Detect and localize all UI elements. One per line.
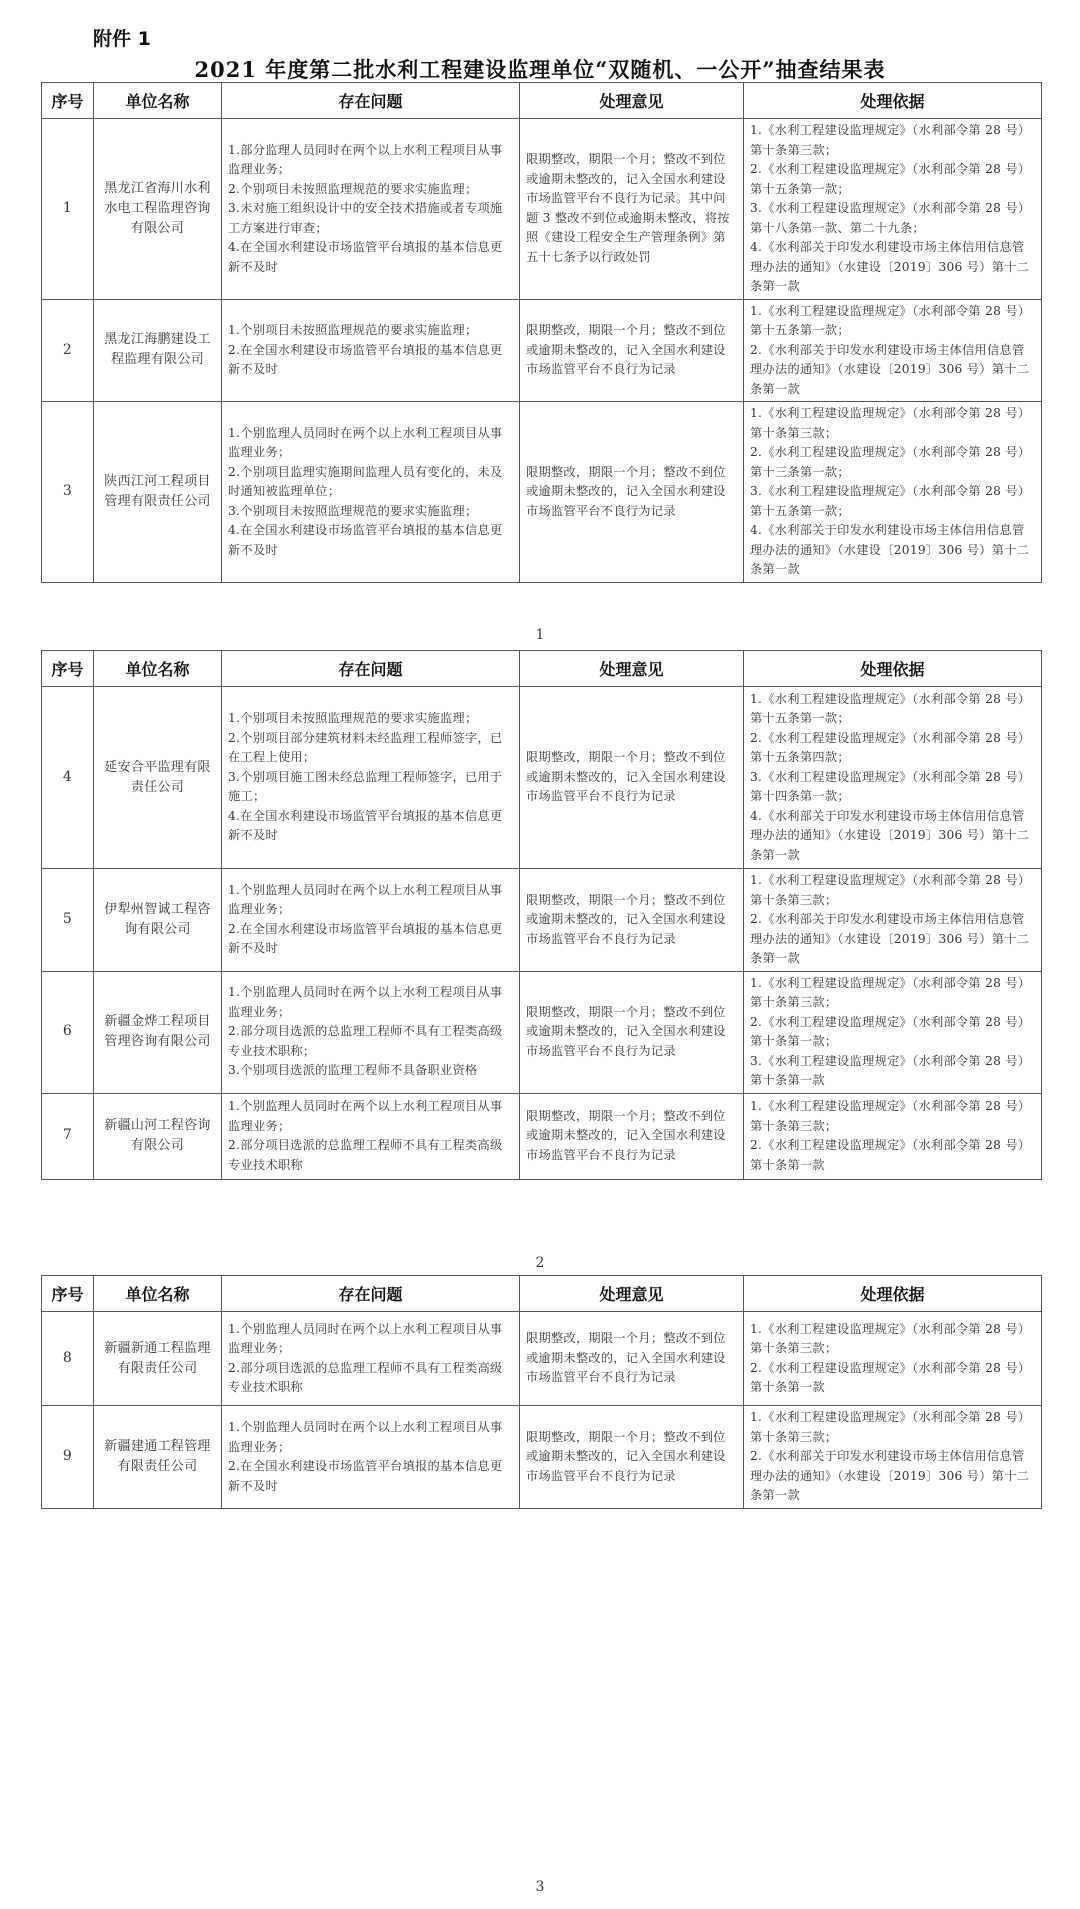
basis-cell xyxy=(744,1406,1042,1509)
problem-item: 1.个别监理人员同时在两个以上水利工程项目从事监理业务； xyxy=(228,985,503,1019)
header-basis: 处理依据 xyxy=(744,651,1042,687)
problem-item: 1.个别监理人员同时在两个以上水利工程项目从事监理业务； xyxy=(228,1420,503,1454)
header-unit: 单位名称 xyxy=(94,651,222,687)
basis-item: 1.《水利工程建设监理规定》（水利部令第 28 号）第十条第三款； xyxy=(750,873,1031,907)
problem-item: 1.个别项目未按照监理规范的要求实施监理； xyxy=(228,323,478,337)
page-number-1: 1 xyxy=(535,627,545,643)
problem-item: 4.在全国水利建设市场监管平台填报的基本信息更新不及时 xyxy=(228,240,503,274)
basis-item: 1.《水利工程建设监理规定》（水利部令第 28 号）第十五条第一款； xyxy=(750,691,1031,726)
problem-item: 2.部分项目选派的总监理工程师不具有工程类高级专业技术职称 xyxy=(228,1138,503,1172)
problem-item: 2.个别项目未按照监理规范的要求实施监理； xyxy=(228,181,478,196)
table-row xyxy=(42,299,1042,402)
header-no: 序号 xyxy=(42,83,94,119)
basis-item: 1.《水利工程建设监理规定》（水利部令第 28 号）第十条第三款； xyxy=(750,1321,1031,1355)
table-row xyxy=(42,869,1042,972)
table-header-row xyxy=(42,83,1042,119)
basis-item: 3.《水利工程建设监理规定》（水利部令第 28 号）第十五条第一款； xyxy=(750,484,1031,518)
header-problems: 存在问题 xyxy=(222,83,520,119)
basis-item: 2.《水利部关于印发水利建设市场主体信用信息管理办法的通知》（水建设〔2019〕306 号）第十二条第一款 xyxy=(750,1449,1030,1503)
problems-cell xyxy=(222,402,520,583)
basis-item: 1.《水利工程建设监理规定》（水利部令第 28 号）第十条第三款； xyxy=(750,1099,1031,1133)
basis-item: 1.《水利工程建设监理规定》（水利部令第 28 号）第十五条第一款； xyxy=(750,303,1031,337)
problem-item: 2.部分项目选派的总监理工程师不具有工程类高级专业技术职称； xyxy=(228,1024,503,1058)
problem-item: 1.个别项目未按照监理规范的要求实施监理； xyxy=(228,711,478,726)
row-number: 7 xyxy=(42,1093,94,1179)
table-row xyxy=(42,971,1042,1093)
basis-item: 1.《水利工程建设监理规定》（水利部令第 28 号）第十条第三款； xyxy=(750,1410,1031,1444)
opinion-cell: 限期整改，期限一个月；整改不到位或逾期未整改的，记入全国水利建设市场监管平台不良行为记录 xyxy=(520,299,744,402)
unit-name: 新疆山河工程咨询有限公司 xyxy=(94,1093,222,1179)
basis-item: 2.《水利部关于印发水利建设市场主体信用信息管理办法的通知》（水建设〔2019〕306 号）第十二条第一款 xyxy=(750,912,1030,965)
problem-item: 2.在全国水利建设市场监管平台填报的基本信息更新不及时 xyxy=(228,921,503,956)
unit-name: 新疆金烨工程项目管理咨询有限公司 xyxy=(94,971,222,1093)
opinion-cell: 限期整改，期限一个月；整改不到位或逾期未整改的，记入全国水利建设市场监管平台不良行为记录 xyxy=(520,1406,744,1509)
unit-name: 新疆建通工程管理有限责任公司 xyxy=(94,1406,222,1509)
problem-item: 3.个别项目选派的监理工程师不具备职业资格 xyxy=(228,1063,478,1078)
result-table-page-2 xyxy=(41,650,1042,1180)
problems-cell xyxy=(222,1093,520,1179)
basis-cell xyxy=(744,687,1042,869)
opinion-cell: 限期整改，期限一个月；整改不到位或逾期未整改的，记入全国水利建设市场监管平台不良行为记录 xyxy=(520,1093,744,1179)
problem-item: 3.未对施工组织设计中的安全技术措施或者专项施工方案进行审查； xyxy=(228,201,503,235)
problems-cell xyxy=(222,1406,520,1509)
problem-item: 2.部分项目选派的总监理工程师不具有工程类高级专业技术职称 xyxy=(228,1360,503,1394)
basis-item: 2.《水利部关于印发水利建设市场主体信用信息管理办法的通知》（水建设〔2019〕306 号）第十二条第一款 xyxy=(750,342,1030,396)
attachment-label: 附件 1 xyxy=(93,28,151,50)
basis-item: 3.《水利工程建设监理规定》（水利部令第 28 号）第十条第一款 xyxy=(750,1053,1031,1087)
unit-name: 黑龙江省海川水利水电工程监理咨询有限公司 xyxy=(94,119,222,300)
table-row xyxy=(42,1312,1042,1406)
row-number: 8 xyxy=(42,1312,94,1406)
basis-item: 4.《水利部关于印发水利建设市场主体信用信息管理办法的通知》（水建设〔2019〕306 号）第十二条第一款 xyxy=(750,523,1030,576)
problem-item: 3.个别项目未按照监理规范的要求实施监理； xyxy=(228,503,478,518)
problem-item: 2.个别项目监理实施期间监理人员有变化的，未及时通知被监理单位； xyxy=(228,464,503,498)
table-row xyxy=(42,687,1042,869)
basis-cell xyxy=(744,1093,1042,1179)
basis-item: 3.《水利工程建设监理规定》（水利部令第 28 号）第十四条第一款； xyxy=(750,769,1031,804)
result-table-page-3 xyxy=(41,1275,1042,1509)
table-header-row xyxy=(42,1276,1042,1312)
problem-item: 3.个别项目施工图未经总监理工程师签字，已用于施工； xyxy=(228,769,503,804)
opinion-cell: 限期整改，期限一个月；整改不到位或逾期未整改的，记入全国水利建设市场监管平台不良行为记录 xyxy=(520,687,744,869)
problem-item: 2.在全国水利建设市场监管平台填报的基本信息更新不及时 xyxy=(228,1459,503,1493)
basis-item: 2.《水利工程建设监理规定》（水利部令第 28 号）第十条第一款； xyxy=(750,1014,1031,1048)
row-number: 3 xyxy=(42,402,94,583)
basis-item: 1.《水利工程建设监理规定》（水利部令第 28 号）第十条第三款； xyxy=(750,406,1031,440)
opinion-cell: 限期整改，期限一个月；整改不到位或逾期未整改的，记入全国水利建设市场监管平台不良行为记录 xyxy=(520,869,744,972)
basis-item: 1.《水利工程建设监理规定》（水利部令第 28 号）第十条第三款； xyxy=(750,975,1031,1009)
row-number: 2 xyxy=(42,299,94,402)
row-number: 5 xyxy=(42,869,94,972)
table-row xyxy=(42,119,1042,300)
problem-item: 4.在全国水利建设市场监管平台填报的基本信息更新不及时 xyxy=(228,523,503,557)
unit-name: 黑龙江海鹏建设工程监理有限公司 xyxy=(94,299,222,402)
row-number: 6 xyxy=(42,971,94,1093)
basis-item: 3.《水利工程建设监理规定》（水利部令第 28 号）第十八条第一款、第二十九条； xyxy=(750,201,1031,235)
unit-name: 延安合平监理有限责任公司 xyxy=(94,687,222,869)
problems-cell xyxy=(222,299,520,402)
problem-item: 1.部分监理人员同时在两个以上水利工程项目从事监理业务； xyxy=(228,142,503,176)
opinion-cell: 限期整改，期限一个月；整改不到位或逾期未整改的，记入全国水利建设市场监管平台不良行为记录 xyxy=(520,402,744,583)
problem-item: 1.个别监理人员同时在两个以上水利工程项目从事监理业务； xyxy=(228,882,503,917)
basis-cell xyxy=(744,119,1042,300)
header-unit: 单位名称 xyxy=(94,1276,222,1312)
basis-item: 2.《水利工程建设监理规定》（水利部令第 28 号）第十条第一款 xyxy=(750,1360,1031,1394)
problem-item: 2.在全国水利建设市场监管平台填报的基本信息更新不及时 xyxy=(228,342,503,376)
basis-item: 2.《水利工程建设监理规定》（水利部令第 28 号）第十五条第一款； xyxy=(750,162,1031,196)
page-number-3: 3 xyxy=(535,1879,545,1895)
page-number-2: 2 xyxy=(535,1255,545,1271)
problems-cell xyxy=(222,1312,520,1406)
header-opinion: 处理意见 xyxy=(520,651,744,687)
unit-name: 新疆新通工程监理有限责任公司 xyxy=(94,1312,222,1406)
header-basis: 处理依据 xyxy=(744,83,1042,119)
unit-name: 陕西江河工程项目管理有限责任公司 xyxy=(94,402,222,583)
header-opinion: 处理意见 xyxy=(520,83,744,119)
problems-cell xyxy=(222,119,520,300)
problem-item: 4.在全国水利建设市场监管平台填报的基本信息更新不及时 xyxy=(228,808,503,843)
problem-item: 2.个别项目部分建筑材料未经监理工程师签字，已在工程上使用； xyxy=(228,730,503,765)
problems-cell xyxy=(222,687,520,869)
basis-item: 2.《水利工程建设监理规定》（水利部令第 28 号）第十五条第四款； xyxy=(750,730,1031,765)
table-row xyxy=(42,1093,1042,1179)
result-table-page-1 xyxy=(41,82,1042,583)
basis-item: 4.《水利部关于印发水利建设市场主体信用信息管理办法的通知》（水建设〔2019〕306 号）第十二条第一款 xyxy=(750,240,1030,293)
basis-cell xyxy=(744,1312,1042,1406)
header-problems: 存在问题 xyxy=(222,1276,520,1312)
basis-item: 4.《水利部关于印发水利建设市场主体信用信息管理办法的通知》（水建设〔2019〕306 号）第十二条第一款 xyxy=(750,808,1030,862)
header-opinion: 处理意见 xyxy=(520,1276,744,1312)
opinion-cell: 限期整改，期限一个月；整改不到位或逾期未整改的，记入全国水利建设市场监管平台不良行为记录 xyxy=(520,1312,744,1406)
header-basis: 处理依据 xyxy=(744,1276,1042,1312)
problems-cell xyxy=(222,869,520,972)
row-number: 9 xyxy=(42,1406,94,1509)
basis-item: 2.《水利工程建设监理规定》（水利部令第 28 号）第十条第一款 xyxy=(750,1138,1031,1172)
problem-item: 1.个别监理人员同时在两个以上水利工程项目从事监理业务； xyxy=(228,1321,503,1355)
row-number: 1 xyxy=(42,119,94,300)
basis-item: 2.《水利工程建设监理规定》（水利部令第 28 号）第十三条第一款； xyxy=(750,445,1031,479)
row-number: 4 xyxy=(42,687,94,869)
header-unit: 单位名称 xyxy=(94,83,222,119)
table-row xyxy=(42,1406,1042,1509)
header-no: 序号 xyxy=(42,1276,94,1312)
basis-cell xyxy=(744,869,1042,972)
document-title: 2021 年度第二批水利工程建设监理单位“双随机、一公开”抽查结果表 xyxy=(194,57,886,82)
problems-cell xyxy=(222,971,520,1093)
problem-item: 1.个别监理人员同时在两个以上水利工程项目从事监理业务； xyxy=(228,425,503,459)
header-no: 序号 xyxy=(42,651,94,687)
table-header-row xyxy=(42,651,1042,687)
opinion-cell: 限期整改，期限一个月；整改不到位或逾期未整改的，记入全国水利建设市场监管平台不良行为记录 xyxy=(520,971,744,1093)
problem-item: 1.个别监理人员同时在两个以上水利工程项目从事监理业务； xyxy=(228,1099,503,1133)
basis-cell xyxy=(744,299,1042,402)
basis-item: 1.《水利工程建设监理规定》（水利部令第 28 号）第十条第三款； xyxy=(750,123,1031,157)
unit-name: 伊犁州智诚工程咨询有限公司 xyxy=(94,869,222,972)
header-problems: 存在问题 xyxy=(222,651,520,687)
basis-cell xyxy=(744,402,1042,583)
basis-cell xyxy=(744,971,1042,1093)
table-row xyxy=(42,402,1042,583)
opinion-cell: 限期整改，期限一个月；整改不到位或逾期未整改的，记入全国水利建设市场监管平台不良行为记录。其中问题 3 整改不到位或逾期未整改，将按照《建设工程安全生产管理条例》第五十七条予以行政处罚 xyxy=(520,119,744,300)
